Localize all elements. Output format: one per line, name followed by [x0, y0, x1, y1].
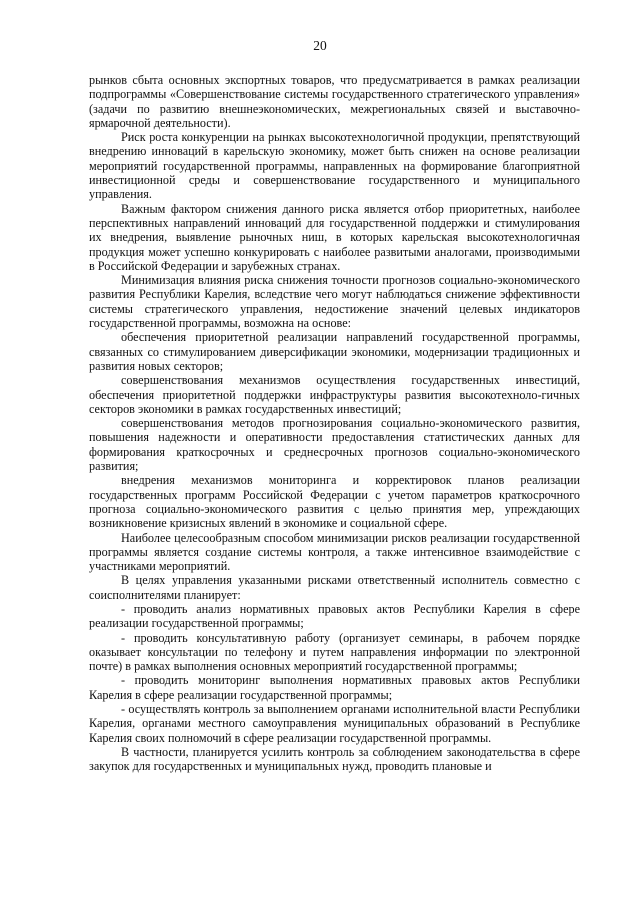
list-item: - проводить анализ нормативных правовых актов Республики Карелия в сфере реализации государственной программы;: [89, 601, 580, 631]
list-item: - проводить консультативную работу (организует семинары, в рабочем порядке оказывает консультации по телефону и путем направления информации по электронной почте) в рамках выполнения основных мероприятий государственной программы;: [89, 630, 580, 674]
list-item: - осуществлять контроль за выполнением органами исполнительной власти Республики Карелия, органами местного самоуправления муниципальных образований в Республике Карелия своих полномочий в сфере реализации государственной программы.: [89, 702, 580, 745]
list-item: совершенствования механизмов осуществления государственных инвестиций, обеспечения приоритетной поддержки инфраструктуры развития высокотехноло-гичных секторов экономики в рамках государственных инвестиций;: [89, 373, 580, 416]
list-item: обеспечения приоритетной реализации направлений государственной программы, связанных со стимулированием диверсификации экономики, модернизации традиционных и развития новых секторов;: [89, 330, 580, 373]
paragraph: Минимизация влияния риска снижения точности прогнозов социально-экономического развития Республики Карелия, вследствие чего могут наблюдаться снижение эффективности системы стратегического управления, недостижение значений целевых индикаторов государственной программы, возможна на основе:: [89, 273, 580, 331]
paragraph: Наиболее целесообразным способом минимизации рисков реализации государственной программы является создание системы контроля, а также интенсивное взаимодействие с участниками мероприятий.: [89, 530, 580, 574]
list-item: совершенствования методов прогнозирования социально-экономического развития, повышения надежности и оперативности предоставления статистических данных для формирования краткосрочных и среднесрочных прогнозов социально-экономического развития;: [89, 416, 580, 474]
paragraph: В целях управления указанными рисками ответственный исполнитель совместно с соисполнителями планирует:: [89, 573, 580, 602]
paragraph: В частности, планируется усилить контроль за соблюдением законодательства в сфере закупок для государственных и муниципальных нужд, проводить плановые и: [89, 744, 580, 774]
paragraph: Важным фактором снижения данного риска является отбор приоритетных, наиболее перспективных направлений инноваций для государственной поддержки и стимулирования их внедрения, выявление рыночных ниш, в которых карельская высокотехнологичная продукция может успешно конкурировать с наиболее развитыми аналогами, производимыми в Российской Федерации и зарубежных странах.: [89, 201, 580, 273]
list-item: - проводить мониторинг выполнения нормативных правовых актов Республики Карелия в сфере реализации государственной программы;: [89, 673, 580, 702]
paragraph: Риск роста конкуренции на рынках высокотехнологичной продукции, препятствующий внедрению инноваций в карельскую экономику, может быть снижен на основе реализации мероприятий государственной программы, направленных на формирование благоприятной инвестиционной среды и совершенствование государственного и муниципального управления.: [89, 130, 580, 202]
paragraph: рынков сбыта основных экспортных товаров, что предусматривается в рамках реализации подпрограммы «Совершенствование системы государственного стратегического управления» (задачи по развитию внешнеэкономических, межрегиональных связей и выставочно-ярмарочной деятельности).: [89, 73, 580, 130]
list-item: внедрения механизмов мониторинга и корректировок планов реализации государственных программ Российской Федерации с учетом параметров краткосрочного прогноза социально-экономического развития с целью принятия мер, упреждающих возникновение кризисных явлений в экономике и социальной сфере.: [89, 473, 580, 531]
document-body: [89, 73, 580, 774]
page-number: 20: [313, 38, 327, 53]
